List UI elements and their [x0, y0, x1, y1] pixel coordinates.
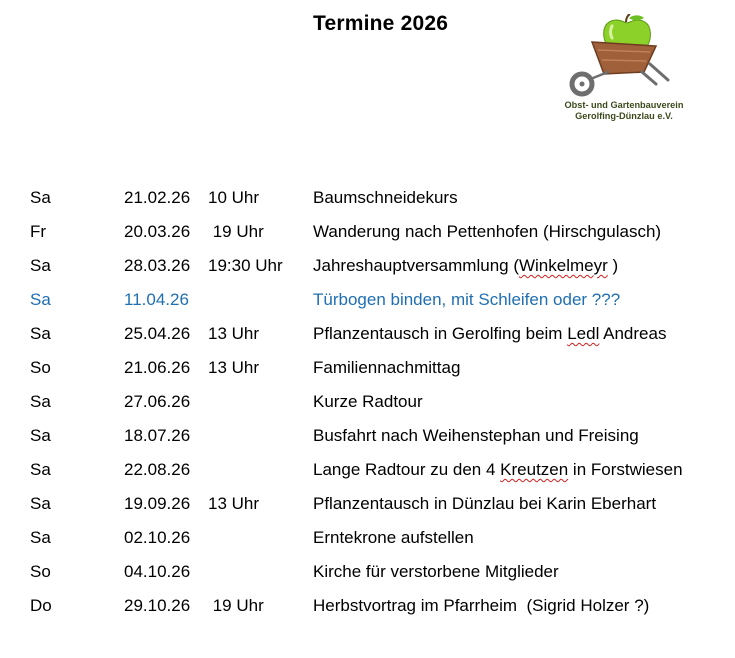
event-time: 19:30 Uhr [208, 256, 283, 275]
event-weekday: Sa [30, 188, 51, 207]
event-description [313, 317, 666, 351]
event-date: 22.08.26 [124, 460, 191, 479]
event-description-text: Pflanzentausch in Gerolfing beim [313, 324, 568, 343]
event-time: 19 Uhr [208, 222, 264, 241]
spellcheck-marked-word[interactable]: Ledl [567, 324, 600, 343]
event-description: Türbogen binden, mit Schleifen oder ??? [313, 290, 621, 309]
event-row [0, 555, 735, 589]
event-weekday: Do [30, 596, 52, 615]
event-weekday: Sa [30, 324, 51, 343]
event-row [0, 283, 735, 317]
logo-caption-line2: Gerolfing-Dünzlau e.V. [575, 111, 673, 121]
event-weekday: Sa [30, 392, 51, 411]
event-row [0, 181, 735, 215]
event-description: Pflanzentausch in Dünzlau bei Karin Eberhart [313, 494, 657, 513]
event-description-text: Jahreshauptversammlung ( [313, 256, 519, 275]
event-date: 18.07.26 [124, 426, 191, 445]
event-description-text: ) [607, 256, 619, 275]
event-description: Familiennachmittag [313, 358, 461, 377]
event-weekday: Sa [30, 494, 51, 513]
event-description: Baumschneidekurs [313, 188, 458, 207]
event-date: 29.10.26 [124, 596, 191, 615]
event-description [313, 453, 683, 487]
event-date: 20.03.26 [124, 222, 191, 241]
event-description-text: in Forstwiesen [568, 460, 683, 479]
event-row [0, 249, 735, 283]
event-time: 10 Uhr [208, 188, 260, 207]
event-time: 13 Uhr [208, 324, 260, 343]
event-description-text: Andreas [599, 324, 667, 343]
event-weekday: Sa [30, 426, 51, 445]
event-date: 04.10.26 [124, 562, 191, 581]
event-date: 28.03.26 [124, 256, 191, 275]
event-row [0, 215, 735, 249]
event-list [0, 181, 735, 623]
event-weekday: Sa [30, 290, 51, 309]
event-date: 19.09.26 [124, 494, 191, 513]
event-description: Kirche für verstorbene Mitglieder [313, 562, 559, 581]
event-row [0, 419, 735, 453]
event-weekday: So [30, 562, 51, 581]
event-row [0, 351, 735, 385]
page-title: Termine 2026 [313, 12, 449, 35]
event-date: 21.06.26 [124, 358, 191, 377]
event-weekday: Sa [30, 256, 51, 275]
event-row [0, 521, 735, 555]
event-row [0, 589, 735, 623]
event-date: 21.02.26 [124, 188, 191, 207]
event-date: 11.04.26 [124, 290, 189, 309]
event-row [0, 317, 735, 351]
spellcheck-marked-word[interactable]: Kreutzen [500, 460, 569, 479]
event-date: 27.06.26 [124, 392, 191, 411]
event-weekday: Sa [30, 460, 51, 479]
event-description-text: Lange Radtour zu den 4 [313, 460, 501, 479]
event-weekday: Fr [30, 222, 47, 241]
event-row [0, 385, 735, 419]
event-description: Kurze Radtour [313, 392, 423, 411]
logo-caption-line1: Obst- und Gartenbauverein [564, 100, 684, 110]
spellcheck-marked-word[interactable]: Winkelmeyr [518, 256, 608, 275]
event-time: 13 Uhr [208, 358, 260, 377]
event-row [0, 487, 735, 521]
event-weekday: So [30, 358, 51, 377]
event-time: 13 Uhr [208, 494, 260, 513]
event-row [0, 453, 735, 487]
event-description: Wanderung nach Pettenhofen (Hirschgulasch) [313, 222, 662, 241]
event-description: Herbstvortrag im Pfarrheim (Sigrid Holzer ?) [313, 596, 650, 615]
club-logo [546, 14, 702, 126]
event-description: Erntekrone aufstellen [313, 528, 474, 547]
event-date: 02.10.26 [124, 528, 191, 547]
event-time: 19 Uhr [208, 596, 264, 615]
wheelbarrow-apple-icon [546, 14, 702, 100]
event-description [313, 249, 618, 283]
event-date: 25.04.26 [124, 324, 191, 343]
event-description: Busfahrt nach Weihenstephan und Freising [313, 426, 639, 445]
event-weekday: Sa [30, 528, 51, 547]
